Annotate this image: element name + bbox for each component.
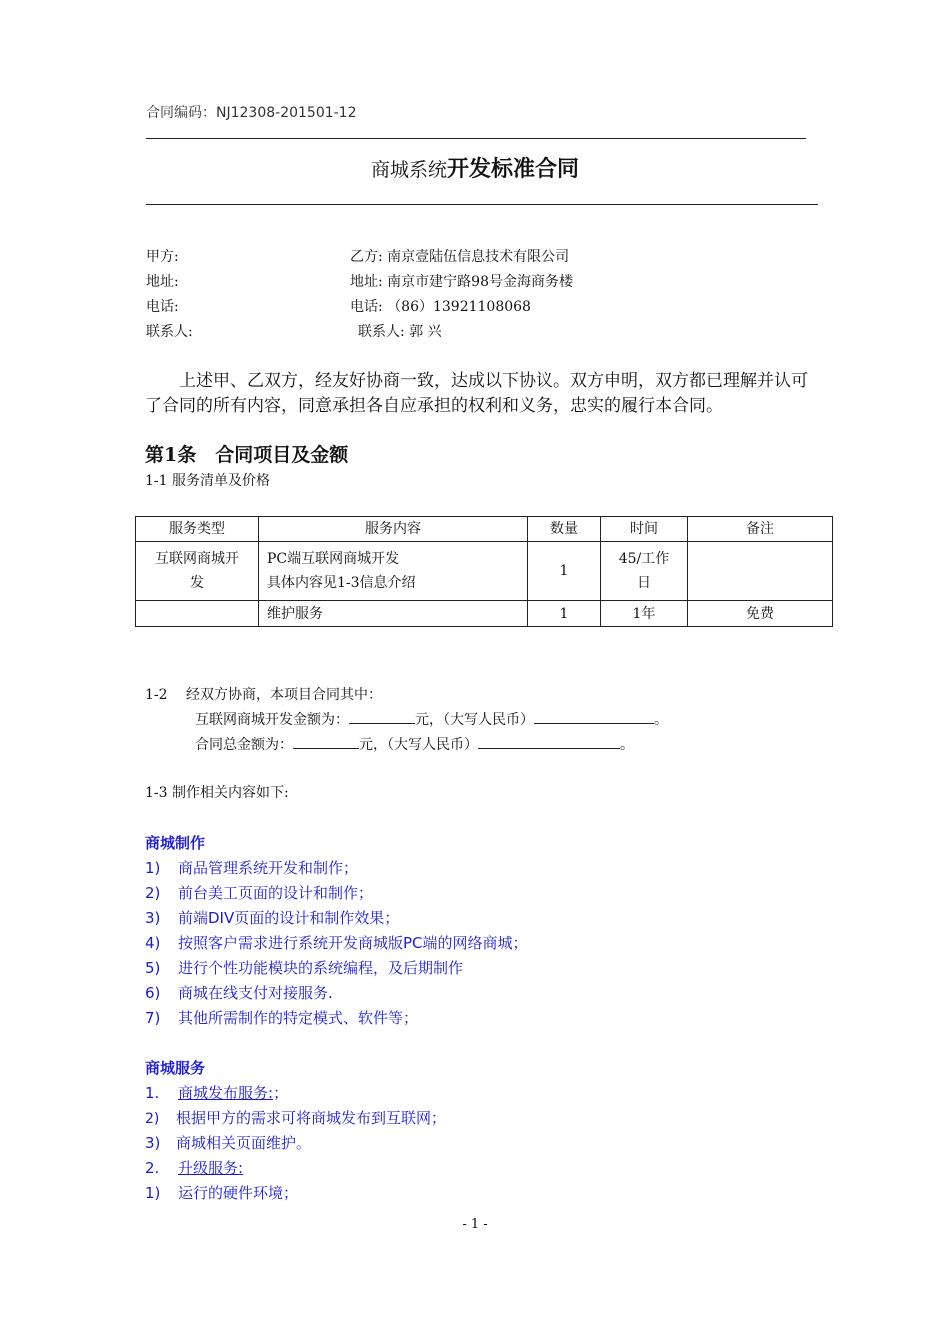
- total-amount-label: 合同总金额为：: [195, 737, 293, 753]
- table-cell-qty: 1: [528, 601, 601, 627]
- title-rule: [146, 204, 818, 205]
- page-title: [0, 152, 950, 183]
- list-item: 4) 按照客户需求进行系统开发商城版PC端的网络商城；: [145, 934, 528, 952]
- section-1-1: 1-1 服务清单及价格: [145, 473, 270, 489]
- phone-a: 电话:: [146, 299, 179, 315]
- cell-line: 日: [637, 575, 651, 591]
- table-header: 时间: [601, 517, 688, 542]
- table-header: 备注: [688, 517, 833, 542]
- table-row: [136, 601, 833, 627]
- table-header: 服务类型: [136, 517, 259, 542]
- contract-code: 合同编码：NJ12308-201501-12: [146, 105, 357, 121]
- table-cell-note: [688, 542, 833, 601]
- table-cell-content: 维护服务: [259, 601, 528, 627]
- list-item: 7) 其他所需制作的特定模式、软件等；: [145, 1009, 419, 1027]
- dev-amount-capital-blank[interactable]: [534, 709, 654, 724]
- dev-amount-line: [195, 709, 668, 729]
- list-item: 2. 升级服务:: [145, 1159, 244, 1177]
- phone-b: 电话: （86）13921108068: [350, 299, 531, 315]
- list-item: 1) 运行的硬件环境；: [145, 1184, 299, 1202]
- page-number: - 1 -: [462, 1217, 488, 1232]
- title-prefix: 商城系统: [370, 159, 447, 181]
- end-mark: 。: [620, 737, 634, 753]
- dev-amount-label: 互联网商城开发金额为：: [195, 712, 349, 728]
- mall-production-heading: 商城制作: [145, 834, 206, 852]
- total-amount-capital-blank[interactable]: [478, 734, 620, 749]
- table-cell-qty: 1: [528, 542, 601, 601]
- title-main: 开发标准合同: [447, 157, 580, 182]
- cell-line: 发: [190, 575, 204, 591]
- upgrade-service-link: 升级服务:: [178, 1159, 244, 1177]
- section-1-3: 1-3 制作相关内容如下:: [145, 785, 289, 801]
- dev-amount-mid: 元，（大写人民币）: [415, 712, 534, 728]
- total-amount-mid: 元，（大写人民币）: [359, 737, 478, 753]
- party-a: 甲方:: [146, 249, 179, 265]
- mall-service-heading: 商城服务: [145, 1059, 206, 1077]
- table-cell-time: 1年: [601, 601, 688, 627]
- dev-amount-blank[interactable]: [349, 709, 415, 724]
- cell-line: 互联网商城开: [155, 551, 239, 567]
- list-item: 3) 商城相关页面维护。: [145, 1134, 312, 1152]
- end-mark: 。: [654, 712, 668, 728]
- header-rule: [146, 138, 806, 139]
- table-row: [136, 542, 833, 601]
- table-header: 数量: [528, 517, 601, 542]
- table-header: 服务内容: [259, 517, 528, 542]
- list-item: 1) 商品管理系统开发和制作；: [145, 859, 359, 877]
- total-amount-line: [195, 734, 634, 754]
- article-1-title: 第1条 合同项目及金额: [145, 444, 349, 466]
- release-service-link: 商城发布服务:: [178, 1084, 274, 1102]
- total-amount-blank[interactable]: [293, 734, 359, 749]
- cell-line: 45/工作: [618, 551, 670, 567]
- table-cell-time: [601, 542, 688, 601]
- list-item: 5) 进行个性功能模块的系统编程，及后期制作: [145, 959, 464, 977]
- service-table: [135, 516, 833, 627]
- party-b: 乙方: 南京壹陆伍信息技术有限公司: [350, 249, 570, 265]
- table-cell-type: [136, 542, 259, 601]
- list-item: 3) 前端DIV页面的设计和制作效果；: [145, 909, 400, 927]
- table-cell-note: 免费: [688, 601, 833, 627]
- section-1-2: 1-2 经双方协商，本项目合同其中：: [145, 687, 382, 703]
- list-item: 2) 根据甲方的需求可将商城发布到互联网；: [145, 1109, 447, 1127]
- cell-line: 具体内容见1-3信息介绍: [267, 575, 416, 591]
- address-a: 地址:: [146, 274, 179, 290]
- address-b: 地址: 南京市建宁路98号金海商务楼: [350, 274, 573, 290]
- intro-paragraph: 上述甲、乙双方，经友好协商一致，达成以下协议。双方申明，双方都已理解并认可了合同的所有内容，同意承担各自应承担的权利和义务，忠实的履行本合同。: [145, 371, 808, 416]
- contact-a: 联系人:: [146, 324, 193, 340]
- cell-line: PC端互联网商城开发: [267, 551, 400, 567]
- contact-b: 联系人: 郭 兴: [358, 324, 442, 340]
- list-item: 2) 前台美工页面的设计和制作；: [145, 884, 374, 902]
- list-item: 1. 商城发布服务:；: [145, 1084, 289, 1102]
- list-item: 6) 商城在线支付对接服务.: [145, 984, 333, 1002]
- table-cell-content: [259, 542, 528, 601]
- table-cell-type: [136, 601, 259, 627]
- table-header-row: [136, 517, 833, 542]
